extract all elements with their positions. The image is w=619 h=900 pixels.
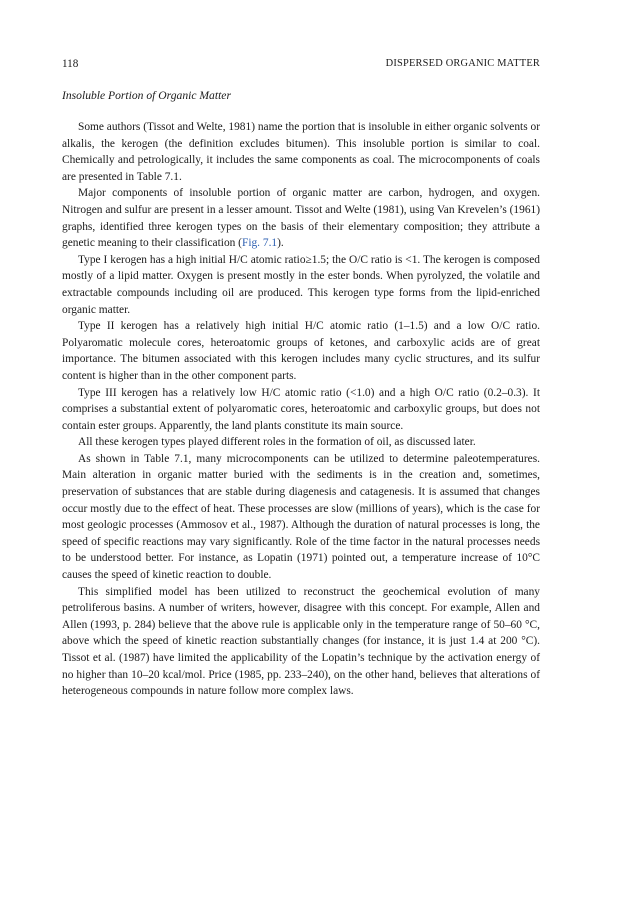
paragraph-kerogen-definition: Some authors (Tissot and Welte, 1981) name the portion that is insoluble in either organic solvents or alkalis, the kerogen (the definition excludes bitumen). This insoluble portion is similar to coal. Chemically and petrologically, it includes the same components as coal. The microcomponents of coals are presented in Table 7.1. [62,121,540,183]
body-text [62,119,540,700]
page-number: 118 [62,58,79,70]
section-title: Insoluble Portion of Organic Matter [62,89,231,102]
page-header [62,55,540,73]
figure-link[interactable]: Fig. 7.1 [241,237,278,250]
paragraph-type-iii: Type III kerogen has a relatively low H/C atomic ratio (<1.0) and a high O/C ratio (0.2–0.3). It comprises a substantial extent of polyaromatic cores, heteroatomic and carboxylic groups, but does not contain ester groups. Apparently, the land plants constitute its main source. [62,386,540,432]
paragraph-text: Major components of insoluble portion of organic matter are carbon, hydrogen, and oxygen. Nitrogen and sulfur are present in a lesser amount. Tissot and Welte (1981), using Van Krevelen’s (1961) graphs, identified three kerogen types on the basis of their elementary composition; they attribute a genetic meaning to their classification ( [62,187,540,250]
paragraph-type-ii: Type II kerogen has a relatively high initial H/C atomic ratio (1–1.5) and a low O/C ratio. Polyaromatic molecule cores, heteroatomic groups of ketones, and carboxylic acids are of great importance. The bitumen associated with this kerogen includes many cyclic structures, and its sulfur content is higher than in the other component parts. [62,320,540,382]
paragraph-type-i: Type I kerogen has a high initial H/C atomic ratio≥1.5; the O/C ratio is <1. The kerogen is composed mostly of a lipid matter. Oxygen is present mostly in the ester bonds. When pyrolyzed, the volatile and extractable compounds including oil are produced. This kerogen type forms from the lipid-enriched organic matter. [62,253,540,316]
paragraph-text: ). [277,237,284,250]
paragraph-kerogen-roles: All these kerogen types played different roles in the formation of oil, as discussed later. [78,436,476,449]
paragraph-simplified-model: This simplified model has been utilized to reconstruct the geochemical evolution of many petroliferous basins. A number of writers, however, disagree with this concept. For example, Allen and Allen (1993, p. 284) believe that the above rule is applicable only in the temperature range of 50–60 °C, above which the speed of kinetic reaction substantially changes (for instance, it is just 1.4 at 200 °C). Tissot et al. (1987) have limited the applicability of the Lopatin’s technique by the activation energy of no higher than 10–20 kcal/mol. Price (1985, pp. 233–240), on the other hand, believes that alterations of heterogeneous compounds in nature follow more complex laws. [62,585,540,698]
running-head: DISPERSED ORGANIC MATTER [385,58,540,69]
paragraph-major-components [62,185,540,251]
paragraph-paleotemperatures: As shown in Table 7.1, many microcomponents can be utilized to determine paleotemperatures. Main alteration in organic matter buried with the sediments is in the creation and, sometimes, preservation of substances that are stable during diagenesis and catagenesis. It is assumed that changes occur mostly due to the effect of heat. These processes are slow (millions of years), which is the case for most geologic processes (Ammosov et al., 1987). Although the duration of natural processes is long, the speed of specific reactions may vary significantly. Role of the time factor in the natural processes needs to be understood better. For instance, as Lopatin (1971) pointed out, a temperature increase of 10°C causes the speed of kinetic reaction to double. [62,452,540,582]
